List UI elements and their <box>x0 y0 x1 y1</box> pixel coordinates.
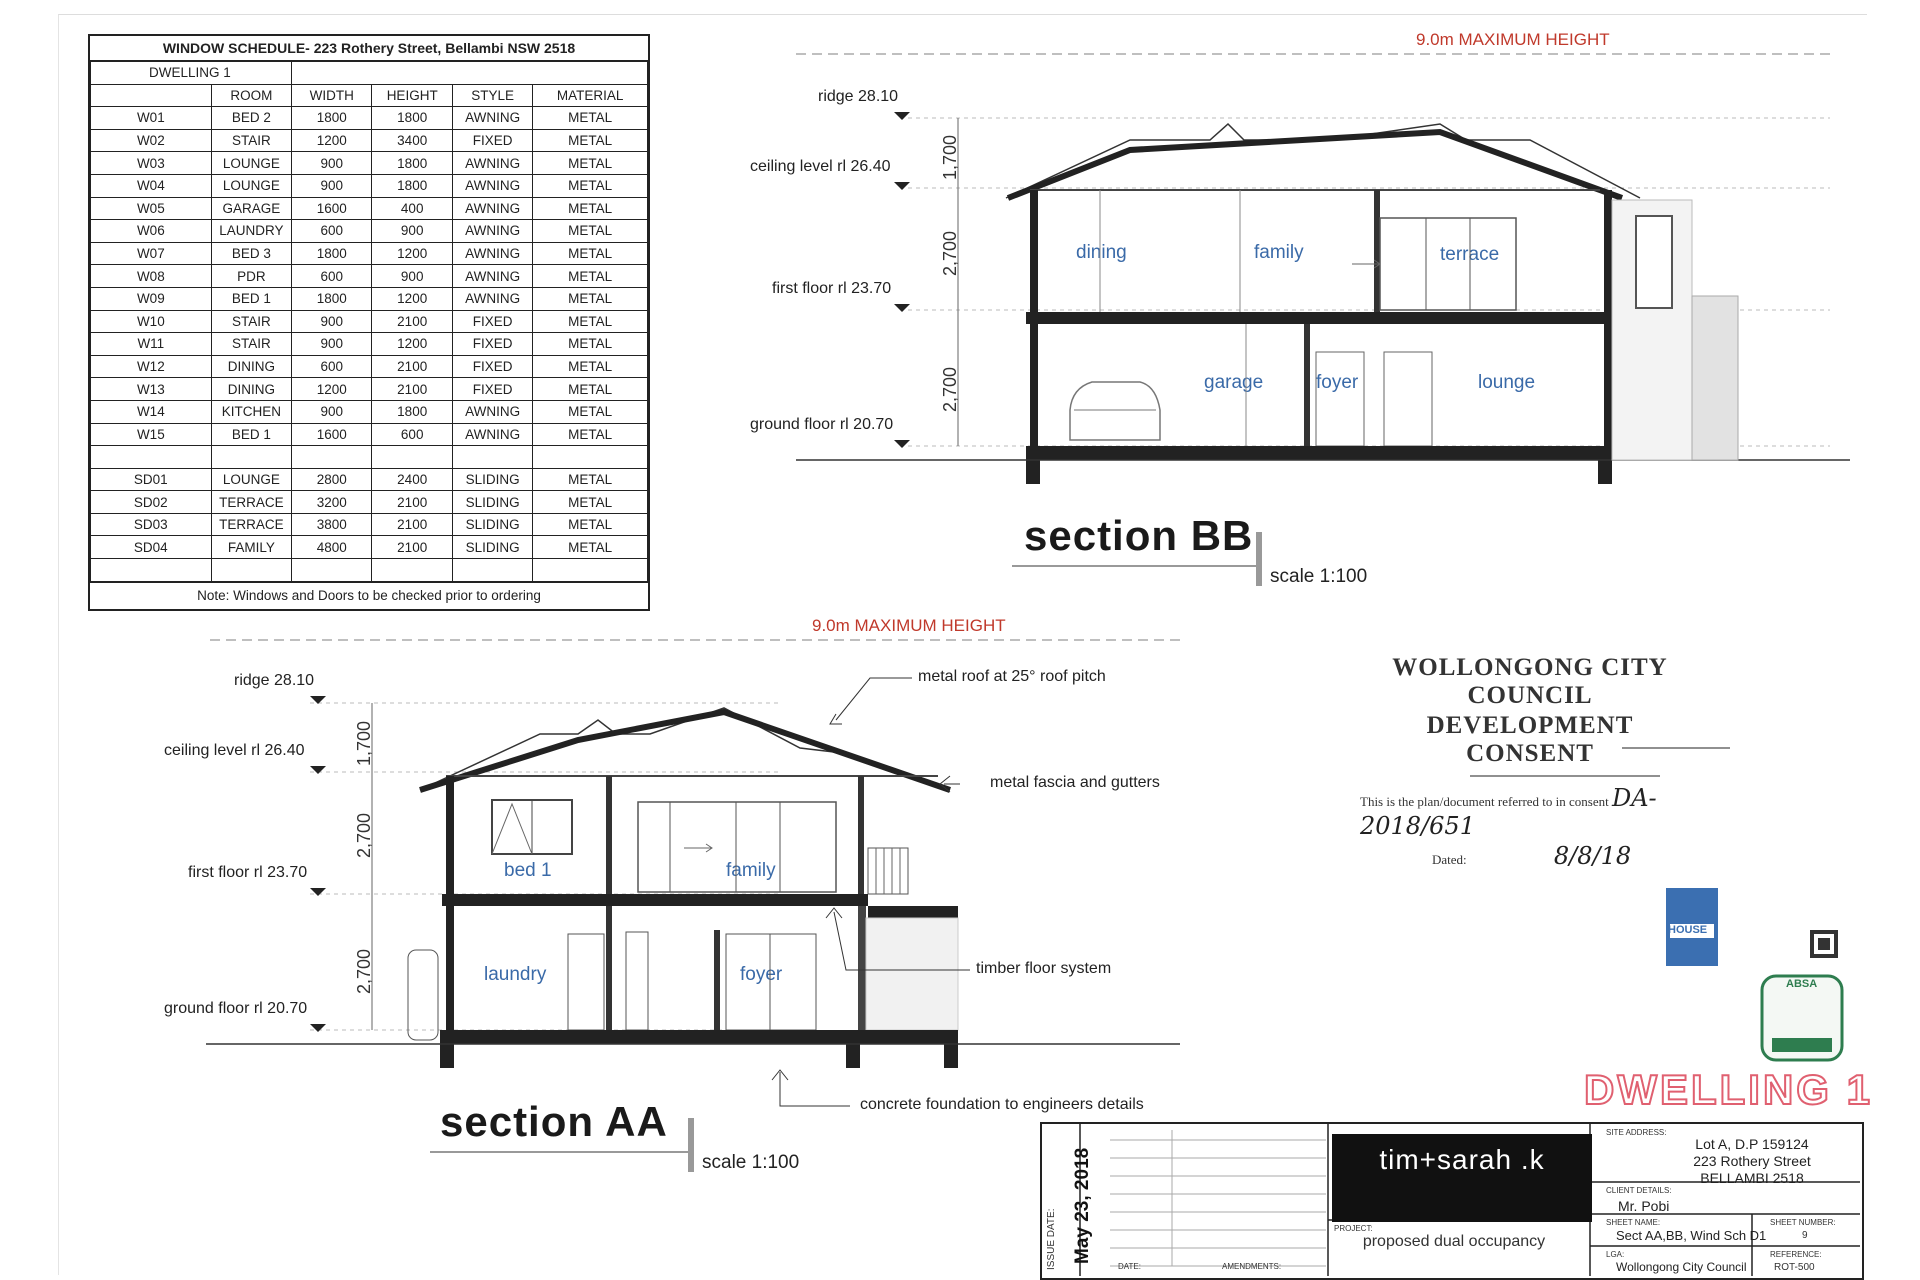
aa-dim-roof: 1,700 <box>354 720 374 766</box>
bb-scale: scale 1:100 <box>1270 566 1368 587</box>
schedule-cell: METAL <box>533 310 648 333</box>
schedule-title: WINDOW SCHEDULE- 223 Rothery Street, Bellambi NSW 2518 <box>90 36 648 61</box>
schedule-cell: SLIDING <box>452 536 532 559</box>
schedule-cell: 3400 <box>372 129 452 152</box>
schedule-cell: 2100 <box>372 513 452 536</box>
lga-label: LGA: <box>1606 1250 1625 1259</box>
schedule-cell: SD04 <box>91 536 212 559</box>
schedule-cell: 400 <box>372 197 452 220</box>
site-address-label: SITE ADDRESS: <box>1606 1128 1667 1137</box>
schedule-cell: AWNING <box>452 220 532 243</box>
bb-dim-lower: 2,700 <box>940 366 960 412</box>
aa-dim-upper: 2,700 <box>354 812 374 858</box>
bb-dim-roof: 1,700 <box>940 134 960 180</box>
schedule-cell: 1600 <box>292 197 372 220</box>
schedule-cell: W07 <box>91 242 212 265</box>
date-label: DATE: <box>1118 1262 1141 1271</box>
aa-ridge-label: ridge 28.10 <box>234 672 315 689</box>
schedule-header-cell: STYLE <box>452 84 532 107</box>
schedule-cell: 3200 <box>292 491 372 514</box>
bb-room-dining: dining <box>1076 242 1127 263</box>
schedule-cell: METAL <box>533 107 648 130</box>
aa-room-laundry: laundry <box>484 964 547 985</box>
schedule-cell: W02 <box>91 129 212 152</box>
dwelling-stamp: DWELLING 1 <box>1584 1066 1873 1113</box>
issue-date-label: ISSUE DATE: <box>1046 1208 1057 1270</box>
schedule-cell: 1800 <box>372 107 452 130</box>
schedule-cell: 600 <box>292 265 372 288</box>
schedule-cell: W12 <box>91 355 212 378</box>
schedule-header-cell: ROOM <box>211 84 291 107</box>
schedule-cell: LOUNGE <box>211 468 291 491</box>
schedule-cell: SD02 <box>91 491 212 514</box>
schedule-cell: GARAGE <box>211 197 291 220</box>
schedule-cell: 1800 <box>372 400 452 423</box>
schedule-cell: FIXED <box>452 355 532 378</box>
schedule-cell: PDR <box>211 265 291 288</box>
schedule-cell: METAL <box>533 174 648 197</box>
schedule-cell: 1200 <box>292 378 372 401</box>
schedule-cell: AWNING <box>452 174 532 197</box>
aa-ground-floor-label: ground floor rl 20.70 <box>164 1000 308 1017</box>
aa-room-bed1: bed 1 <box>504 860 552 881</box>
schedule-cell: W04 <box>91 174 212 197</box>
aa-scale: scale 1:100 <box>702 1152 800 1173</box>
client-label: CLIENT DETAILS: <box>1606 1186 1672 1195</box>
schedule-cell: METAL <box>533 468 648 491</box>
client-name: Mr. Pobi <box>1618 1198 1670 1214</box>
sheet-name-label: SHEET NAME: <box>1606 1218 1661 1227</box>
schedule-cell: W13 <box>91 378 212 401</box>
schedule-cell: 2100 <box>372 536 452 559</box>
schedule-cell: 1200 <box>292 129 372 152</box>
schedule-cell: W09 <box>91 287 212 310</box>
schedule-cell: 600 <box>372 423 452 446</box>
consent-council: WOLLONGONG CITY COUNCIL <box>1392 654 1668 709</box>
schedule-cell: METAL <box>533 265 648 288</box>
consent-title: DEVELOPMENT CONSENT <box>1426 712 1634 767</box>
schedule-cell: 900 <box>292 400 372 423</box>
aa-ceiling-label: ceiling level rl 26.40 <box>164 742 305 759</box>
firm-name: tim+sarah .k <box>1379 1144 1545 1175</box>
aa-max-height-label: 9.0m MAXIMUM HEIGHT <box>812 616 1006 635</box>
absa-label: ABSA <box>1786 978 1818 990</box>
aa-first-floor-label: first floor rl 23.70 <box>188 864 308 881</box>
schedule-cell: FIXED <box>452 310 532 333</box>
schedule-cell: METAL <box>533 491 648 514</box>
aa-section-title: section AA <box>440 1098 668 1145</box>
schedule-cell: W15 <box>91 423 212 446</box>
schedule-cell: W14 <box>91 400 212 423</box>
schedule-cell: TERRACE <box>211 513 291 536</box>
amendments-label: AMENDMENTS: <box>1222 1262 1282 1271</box>
schedule-cell: SLIDING <box>452 491 532 514</box>
sheet-number-label: SHEET NUMBER: <box>1770 1218 1836 1227</box>
schedule-cell: METAL <box>533 400 648 423</box>
schedule-cell: BED 2 <box>211 107 291 130</box>
firm-logo <box>1332 1134 1592 1222</box>
schedule-cell: 2100 <box>372 378 452 401</box>
schedule-cell: METAL <box>533 513 648 536</box>
schedule-cell: METAL <box>533 536 648 559</box>
schedule-cell: AWNING <box>452 287 532 310</box>
council-consent-stamp <box>1360 654 1700 870</box>
schedule-cell: METAL <box>533 378 648 401</box>
basix-house-label: HOUSE <box>1668 924 1708 936</box>
schedule-cell: 2100 <box>372 491 452 514</box>
schedule-cell: STAIR <box>211 310 291 333</box>
schedule-cell: TERRACE <box>211 491 291 514</box>
schedule-cell: 900 <box>292 152 372 175</box>
aa-dim-lower: 2,700 <box>354 948 374 994</box>
schedule-cell: METAL <box>533 220 648 243</box>
bb-ceiling-label: ceiling level rl 26.40 <box>750 158 891 175</box>
bb-first-floor-label: first floor rl 23.70 <box>772 280 892 297</box>
bb-room-foyer: foyer <box>1316 372 1359 393</box>
schedule-cell: DINING <box>211 355 291 378</box>
aa-note-foundation: concrete foundation to engineers details <box>860 1096 1144 1113</box>
schedule-cell: SLIDING <box>452 468 532 491</box>
schedule-cell: STAIR <box>211 333 291 356</box>
schedule-cell: AWNING <box>452 265 532 288</box>
schedule-cell: 900 <box>372 220 452 243</box>
schedule-cell: BED 3 <box>211 242 291 265</box>
schedule-cell: W08 <box>91 265 212 288</box>
title-block <box>1040 1122 1864 1280</box>
schedule-cell: 2800 <box>292 468 372 491</box>
aa-room-family: family <box>726 860 776 881</box>
schedule-cell: 600 <box>292 220 372 243</box>
schedule-cell: 2100 <box>372 310 452 333</box>
bb-section-title: section BB <box>1024 512 1254 559</box>
schedule-cell: METAL <box>533 355 648 378</box>
schedule-cell: W03 <box>91 152 212 175</box>
schedule-cell: AWNING <box>452 400 532 423</box>
schedule-cell: 1200 <box>372 333 452 356</box>
schedule-cell: AWNING <box>452 423 532 446</box>
schedule-cell: 3800 <box>292 513 372 536</box>
schedule-cell: METAL <box>533 242 648 265</box>
schedule-cell: 1800 <box>372 174 452 197</box>
schedule-header-cell: MATERIAL <box>533 84 648 107</box>
schedule-cell: 1800 <box>292 242 372 265</box>
consent-dated: Dated: 8/8/18 <box>1432 842 1632 870</box>
schedule-cell: SLIDING <box>452 513 532 536</box>
schedule-cell: W10 <box>91 310 212 333</box>
schedule-cell: 900 <box>292 310 372 333</box>
schedule-cell: 1200 <box>372 242 452 265</box>
aa-note-floor: timber floor system <box>976 960 1112 977</box>
schedule-note: Note: Windows and Doors to be checked prior to ordering <box>90 582 648 609</box>
schedule-cell: AWNING <box>452 197 532 220</box>
schedule-cell: AWNING <box>452 152 532 175</box>
schedule-cell: BED 1 <box>211 423 291 446</box>
consent-da-number: DA-2018/651 <box>1360 784 1657 840</box>
schedule-cell: METAL <box>533 333 648 356</box>
sheet-name: Sect AA,BB, Wind Sch D1 <box>1616 1228 1767 1243</box>
schedule-cell: 1800 <box>292 107 372 130</box>
schedule-cell: 900 <box>292 333 372 356</box>
site-address: Lot A, D.P 159124 223 Rothery Street BELLAMBI 2518 <box>1693 1136 1811 1186</box>
schedule-cell: LOUNGE <box>211 152 291 175</box>
schedule-cell: SD01 <box>91 468 212 491</box>
schedule-cell: METAL <box>533 423 648 446</box>
bb-max-height-label: 9.0m MAXIMUM HEIGHT <box>1416 30 1610 49</box>
sheet-number: 9 <box>1802 1230 1808 1241</box>
issue-date: May 23, 2018 <box>1072 1147 1093 1264</box>
schedule-cell: LOUNGE <box>211 174 291 197</box>
schedule-cell: FAMILY <box>211 536 291 559</box>
schedule-cell: W06 <box>91 220 212 243</box>
schedule-cell: FIXED <box>452 129 532 152</box>
bb-ground-floor-label: ground floor rl 20.70 <box>750 416 894 433</box>
schedule-cell: W11 <box>91 333 212 356</box>
schedule-cell: 1800 <box>292 287 372 310</box>
schedule-header-cell: HEIGHT <box>372 84 452 107</box>
bb-room-garage: garage <box>1204 372 1264 393</box>
schedule-cell: FIXED <box>452 378 532 401</box>
schedule-cell: STAIR <box>211 129 291 152</box>
bb-dim-upper: 2,700 <box>940 230 960 276</box>
schedule-header-cell: WIDTH <box>292 84 372 107</box>
schedule-cell: LAUNDRY <box>211 220 291 243</box>
schedule-cell: 1800 <box>372 152 452 175</box>
schedule-cell: BED 1 <box>211 287 291 310</box>
schedule-cell: 1600 <box>292 423 372 446</box>
schedule-cell: FIXED <box>452 333 532 356</box>
bb-ridge-label: ridge 28.10 <box>818 88 899 105</box>
consent-dated-value: 8/8/18 <box>1553 842 1632 870</box>
schedule-cell: 4800 <box>292 536 372 559</box>
aa-room-foyer: foyer <box>740 964 783 985</box>
reference-label: REFERENCE: <box>1770 1250 1822 1259</box>
schedule-cell: SD03 <box>91 513 212 536</box>
schedule-cell: AWNING <box>452 107 532 130</box>
schedule-cell: METAL <box>533 129 648 152</box>
project-label: PROJECT: <box>1334 1224 1373 1233</box>
aa-note-fascia: metal fascia and gutters <box>990 774 1160 791</box>
schedule-cell: W01 <box>91 107 212 130</box>
lga-value: Wollongong City Council <box>1616 1260 1747 1274</box>
schedule-cell: 2100 <box>372 355 452 378</box>
bb-room-lounge: lounge <box>1478 372 1536 393</box>
schedule-cell: AWNING <box>452 242 532 265</box>
bb-room-family: family <box>1254 242 1304 263</box>
schedule-cell: METAL <box>533 287 648 310</box>
consent-text: This is the plan/document referred to in consent DA-2018/651 <box>1360 784 1657 840</box>
schedule-cell: 1200 <box>372 287 452 310</box>
aa-note-roof: metal roof at 25° roof pitch <box>918 668 1106 685</box>
schedule-cell: METAL <box>533 152 648 175</box>
bb-room-terrace: terrace <box>1440 244 1500 265</box>
schedule-dwelling-label: DWELLING 1 <box>91 62 292 85</box>
schedule-cell: METAL <box>533 197 648 220</box>
schedule-cell: W05 <box>91 197 212 220</box>
schedule-cell: 2400 <box>372 468 452 491</box>
schedule-cell: 600 <box>292 355 372 378</box>
project-name: proposed dual occupancy <box>1362 1233 1546 1250</box>
schedule-cell: 900 <box>292 174 372 197</box>
schedule-cell: KITCHEN <box>211 400 291 423</box>
schedule-cell: DINING <box>211 378 291 401</box>
schedule-cell: 900 <box>372 265 452 288</box>
reference-value: ROT-500 <box>1774 1262 1815 1273</box>
